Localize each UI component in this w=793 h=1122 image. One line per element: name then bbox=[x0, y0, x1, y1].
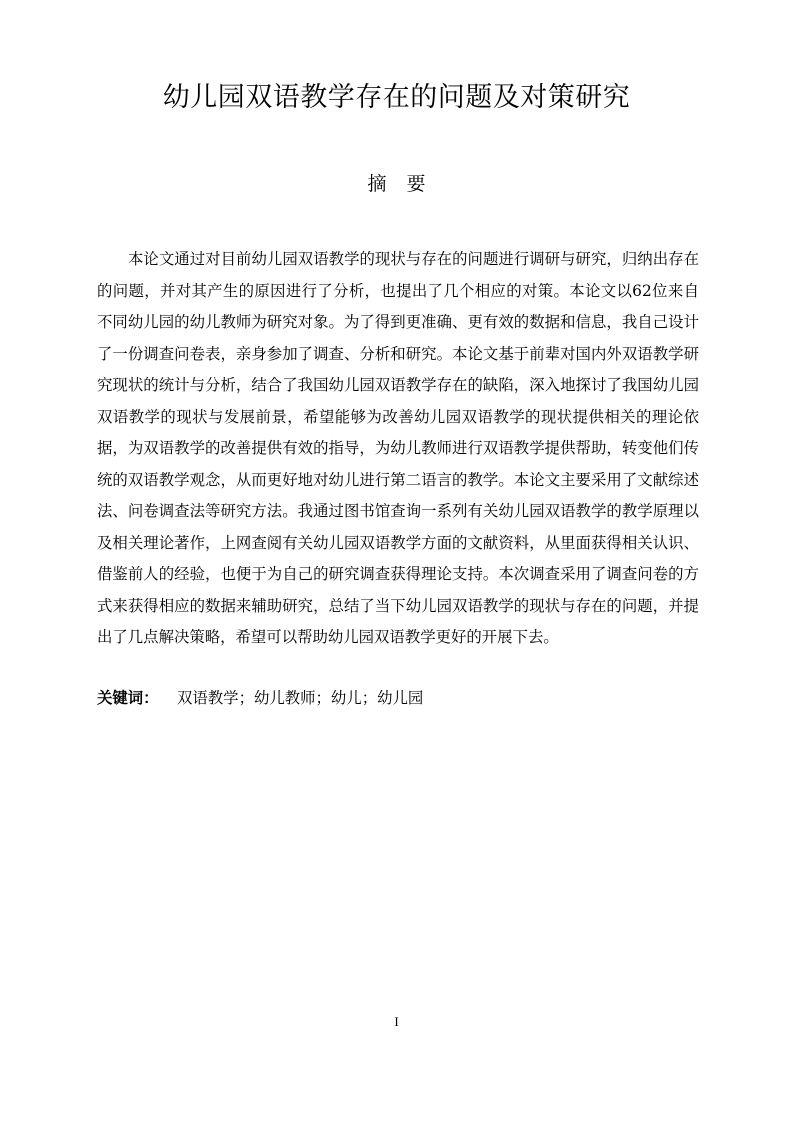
page-number: I bbox=[394, 1014, 399, 1029]
keywords-line bbox=[97, 684, 699, 712]
paper-title: 幼儿园双语教学存在的问题及对策研究 bbox=[162, 82, 631, 113]
keywords-label: 关键词： bbox=[97, 689, 159, 707]
keywords-value: 双语教学；幼儿教师；幼儿；幼儿园 bbox=[177, 689, 424, 707]
abstract-body: 本论文通过对目前幼儿园双语教学的现状与存在的问题进行调研与研究，归纳出存在的问题，并对其产生的原因进行了分析，也提出了几个相应的对策。本论文以62位来自不同幼儿园的幼儿教师为研究对象。为了得到更准确、更有效的数据和信息，我自己设计了一份调查问卷表，亲身参加了调查、分析和研究。本论文基于前辈对国内外双语教学研究现状的统计与分析，结合了我国幼儿园双语教学存在的缺陷，深入地探讨了我国幼儿园双语教学的现状与发展前景，希望能够为改善幼儿园双语教学的现状提供相关的理论依据，为双语教学的改善提供有效的指导，为幼儿教师进行双语教学提供帮助，转变他们传统的双语教学观念，从而更好地对幼儿进行第二语言的教学。本论文主要采用了文献综述法、问卷调查法等研究方法。我通过图书馆查询一系列有关幼儿园双语教学的教学原理以及相关理论著作，上网查阅有关幼儿园双语教学方面的文献资料，从里面获得相关认识、借鉴前人的经验，也便于为自己的研究调查获得理论支持。本次调查采用了调查问卷的方式来获得相应的数据来辅助研究，总结了当下幼儿园双语教学的现状与存在的问题，并提出了几点解决策略，希望可以帮助幼儿园双语教学更好的开展下去。 bbox=[97, 250, 699, 646]
abstract-heading: 摘要 bbox=[367, 173, 446, 195]
